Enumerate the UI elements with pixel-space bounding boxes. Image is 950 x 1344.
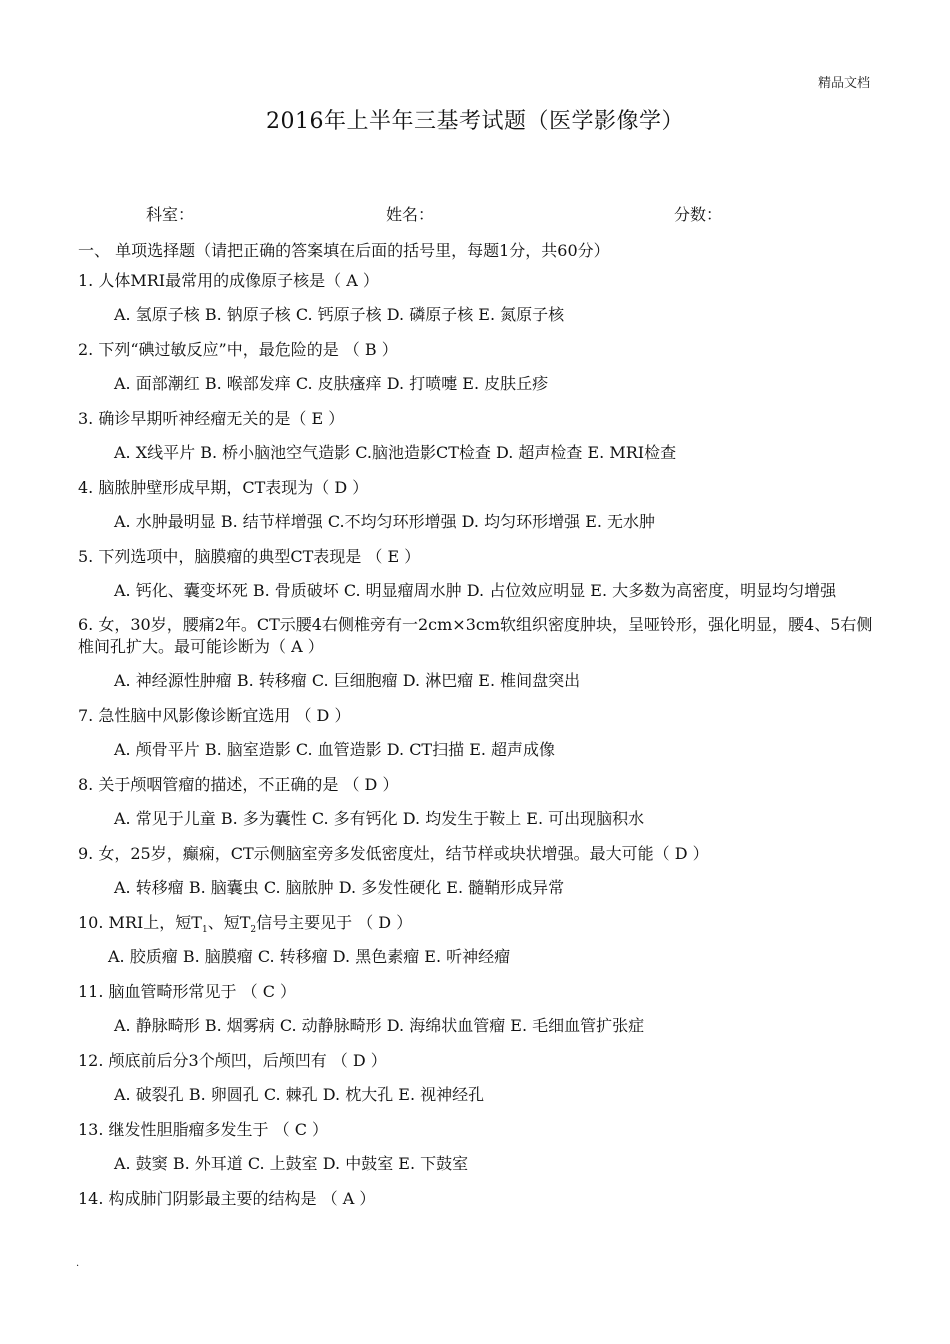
question-7: 7. 急性脑中风影像诊断宜选用 （ D ） — [78, 706, 351, 725]
question-13: 13. 继发性胆脂瘤多发生于 （ C ） — [78, 1120, 329, 1139]
options-12: A. 破裂孔 B. 卵圆孔 C. 棘孔 D. 枕大孔 E. 视神经孔 — [114, 1085, 485, 1104]
question-10-text-c: 信号主要见于 （ D ） — [256, 913, 413, 932]
options-4: A. 水肿最明显 B. 结节样增强 C.不均匀环形增强 D. 均匀环形增强 E. 无水肿 — [114, 512, 656, 531]
score-field-label: 分数： — [674, 205, 723, 224]
options-3: A. X线平片 B. 桥小脑池空气造影 C.脑池造影CT检查 D. 超声检查 E. MRI检查 — [114, 443, 677, 462]
question-14: 14. 构成肺门阴影最主要的结构是 （ A ） — [78, 1189, 376, 1208]
question-10-text-b: 、短T — [207, 913, 251, 932]
question-5: 5. 下列选项中，脑膜瘤的典型CT表现是 （ E ） — [78, 547, 421, 566]
dept-field-label: 科室： — [146, 205, 195, 224]
options-5: A. 钙化、囊变坏死 B. 骨质破坏 C. 明显瘤周水肿 D. 占位效应明显 E. 大多数为高密度，明显均匀增强 — [114, 581, 837, 600]
options-8: A. 常见于儿童 B. 多为囊性 C. 多有钙化 D. 均发生于鞍上 E. 可出现脑积水 — [114, 809, 645, 828]
question-6: 6. 女，30岁，腰痛2年。CT示腰4右侧椎旁有一2cm×3cm软组织密度肿块，呈哑铃形，强化明显，腰4、5右侧椎间孔扩大。最可能诊断为（ A ） — [78, 615, 873, 656]
header-fields — [0, 202, 950, 226]
footer-dot: . — [76, 1258, 80, 1269]
question-10 — [78, 912, 874, 946]
options-11: A. 静脉畸形 B. 烟雾病 C. 动静脉畸形 D. 海绵状血管瘤 E. 毛细血管扩张症 — [114, 1016, 645, 1035]
question-4: 4. 脑脓肿壁形成早期，CT表现为（ D ） — [78, 478, 369, 497]
question-10-text-a: 10. MRI上，短T — [78, 913, 202, 932]
page-title: 2016年上半年三基考试题（医学影像学） — [266, 109, 684, 134]
question-3: 3. 确诊早期听神经瘤无关的是（ E ） — [78, 409, 345, 428]
question-12: 12. 颅底前后分3个颅凹，后颅凹有 （ D ） — [78, 1051, 387, 1070]
options-13: A. 鼓窦 B. 外耳道 C. 上鼓室 D. 中鼓室 E. 下鼓室 — [114, 1154, 469, 1173]
question-2: 2. 下列“碘过敏反应”中，最危险的是 （ B ） — [78, 340, 398, 359]
options-10: A. 胶质瘤 B. 脑膜瘤 C. 转移瘤 D. 黑色素瘤 E. 听神经瘤 — [108, 947, 511, 966]
name-field-label: 姓名： — [386, 205, 435, 224]
question-8: 8. 关于颅咽管瘤的描述，不正确的是 （ D ） — [78, 775, 399, 794]
options-1: A. 氢原子核 B. 钠原子核 C. 钙原子核 D. 磷原子核 E. 氮原子核 — [114, 305, 565, 324]
options-7: A. 颅骨平片 B. 脑室造影 C. 血管造影 D. CT扫描 E. 超声成像 — [114, 740, 556, 759]
question-9: 9. 女，25岁，癫痫，CT示侧脑室旁多发低密度灶，结节样或块状增强。最大可能（ D ） — [78, 844, 709, 863]
t2-subscript: 2 — [250, 925, 257, 935]
options-2: A. 面部潮红 B. 喉部发痒 C. 皮肤瘙痒 D. 打喷嚏 E. 皮肤丘疹 — [114, 374, 549, 393]
watermark-text: 精品文档 — [817, 76, 870, 91]
options-9: A. 转移瘤 B. 脑囊虫 C. 脑脓肿 D. 多发性硬化 E. 髓鞘形成异常 — [114, 878, 565, 897]
question-list — [78, 270, 874, 1222]
options-6: A. 神经源性肿瘤 B. 转移瘤 C. 巨细胞瘤 D. 淋巴瘤 E. 椎间盘突出 — [114, 671, 581, 690]
t1-subscript: 1 — [201, 925, 208, 935]
question-11: 11. 脑血管畸形常见于 （ C ） — [78, 982, 297, 1001]
section-heading: 一、 单项选择题（请把正确的答案填在后面的括号里，每题1分，共60分） — [78, 241, 610, 260]
question-1: 1. 人体MRI最常用的成像原子核是（ A ） — [78, 271, 379, 290]
